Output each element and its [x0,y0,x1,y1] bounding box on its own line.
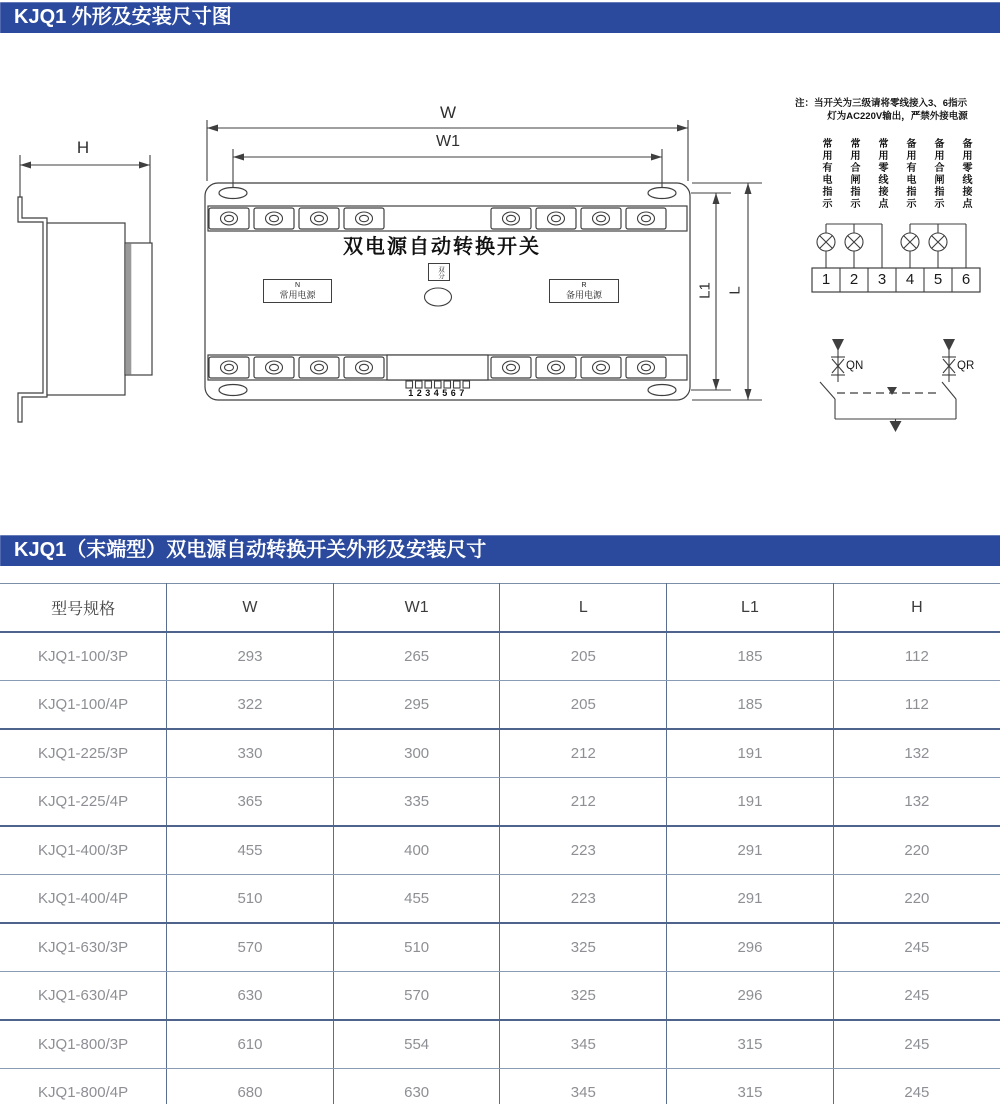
model-cell: KJQ1-225/3P [0,729,167,778]
reserve-power-box [549,279,619,303]
table-cell: 455 [333,875,500,924]
terminal-label-1: 常用有电指示 [820,138,831,210]
table-cell: 400 [333,826,500,875]
wiring-diagram [812,224,980,432]
dim-label-l: L [726,286,744,295]
model-cell: KJQ1-100/3P [0,632,167,681]
table-cell: 296 [667,923,834,972]
column-header-w: W [167,584,334,633]
table-cell: 610 [167,1020,334,1069]
wiring-note-line1: 注：当开关为三级请将零线接入3、6指示 [795,98,968,109]
model-cell: KJQ1-800/3P [0,1020,167,1069]
table-cell: 325 [500,923,667,972]
table-cell: 245 [833,1020,1000,1069]
table-cell: 296 [667,972,834,1021]
table-cell: 295 [333,681,500,730]
table-cell: 212 [500,778,667,827]
table-cell: 335 [333,778,500,827]
table-cell: 300 [333,729,500,778]
terminal-label-2: 常用合闸指示 [848,138,859,210]
terminal-number-2: 2 [849,271,859,288]
model-cell: KJQ1-800/4P [0,1069,167,1104]
front-view-drawing [205,120,762,400]
table-cell: 330 [167,729,334,778]
terminal-number-5: 5 [933,271,943,288]
model-cell: KJQ1-400/3P [0,826,167,875]
section-banner-outline: KJQ1 外形及安装尺寸图 [0,2,1000,33]
table-cell: 205 [500,632,667,681]
dim-label-h: H [76,138,90,157]
table-row [0,632,1000,681]
table-cell: 345 [500,1020,667,1069]
table-header-row [0,584,1000,633]
reserve-power-letter: R [581,282,587,289]
table-cell: 554 [333,1020,500,1069]
dimension-table [0,583,1000,1104]
table-cell: 245 [833,1069,1000,1104]
table-row [0,875,1000,924]
table-row [0,1069,1000,1104]
table-cell: 291 [667,875,834,924]
table-cell: 205 [500,681,667,730]
table-cell: 291 [667,826,834,875]
terminal-number-1: 1 [821,271,831,288]
table-cell: 185 [667,681,834,730]
table-cell: 315 [667,1069,834,1104]
table-cell: 322 [167,681,334,730]
table-cell: 223 [500,875,667,924]
switch-qr-label: QR [957,360,975,372]
table-cell: 455 [167,826,334,875]
table-cell: 365 [167,778,334,827]
table-row [0,826,1000,875]
column-header-l1: L1 [667,584,834,633]
table-cell: 112 [833,681,1000,730]
terminal-label-5: 备用合闸指示 [932,138,943,210]
model-cell: KJQ1-225/4P [0,778,167,827]
section-banner-table: KJQ1（末端型）双电源自动转换开关外形及安装尺寸 [0,535,1000,566]
table-cell: 630 [333,1069,500,1104]
terminal-number-6: 6 [961,271,971,288]
table-cell: 510 [167,875,334,924]
column-header-w1: W1 [333,584,500,633]
normal-power-letter: N [294,282,301,289]
table-cell: 570 [333,972,500,1021]
table-row [0,923,1000,972]
table-cell: 191 [667,729,834,778]
table-row [0,778,1000,827]
model-cell: KJQ1-630/3P [0,923,167,972]
terminal-label-3: 常用零线接点 [876,138,887,210]
model-cell: KJQ1-400/4P [0,875,167,924]
dim-label-l1: L1 [696,282,714,299]
dual-off-button-label: 双分 [428,263,450,281]
connector-pin-numbers: 1234567 [408,388,468,398]
normal-power-name: 常用电源 [279,290,316,300]
terminal-label-4: 备用有电指示 [904,138,915,210]
wiring-note-line2: 灯为AC220V输出，严禁外接电源 [827,111,968,122]
table-cell: 570 [167,923,334,972]
table-row [0,729,1000,778]
table-cell: 245 [833,972,1000,1021]
table-cell: 325 [500,972,667,1021]
table-cell: 630 [167,972,334,1021]
table-cell: 212 [500,729,667,778]
switch-qn-label: QN [846,360,864,372]
table-cell: 191 [667,778,834,827]
table-cell: 265 [333,632,500,681]
dim-label-w: W [439,103,457,122]
table-row [0,1020,1000,1069]
table-cell: 293 [167,632,334,681]
table-cell: 245 [833,923,1000,972]
table-cell: 223 [500,826,667,875]
model-cell: KJQ1-630/4P [0,972,167,1021]
table-cell: 510 [333,923,500,972]
normal-power-box [263,279,332,303]
column-header-l: L [500,584,667,633]
table-cell: 220 [833,875,1000,924]
terminal-number-4: 4 [905,271,915,288]
device-title: 双电源自动转换开关 [343,236,541,258]
terminal-label-6: 备用零线接点 [960,138,971,210]
table-cell: 315 [667,1020,834,1069]
terminal-number-3: 3 [877,271,887,288]
table-row [0,681,1000,730]
column-header-model: 型号规格 [0,584,167,633]
model-cell: KJQ1-100/4P [0,681,167,730]
table-cell: 112 [833,632,1000,681]
table-cell: 132 [833,729,1000,778]
table-cell: 345 [500,1069,667,1104]
side-view-drawing [18,155,152,422]
table-cell: 185 [667,632,834,681]
table-cell: 220 [833,826,1000,875]
table-cell: 680 [167,1069,334,1104]
table-cell: 132 [833,778,1000,827]
column-header-h: H [833,584,1000,633]
dim-label-w1: W1 [436,133,460,150]
table-row [0,972,1000,1021]
reserve-power-name: 备用电源 [565,290,602,300]
